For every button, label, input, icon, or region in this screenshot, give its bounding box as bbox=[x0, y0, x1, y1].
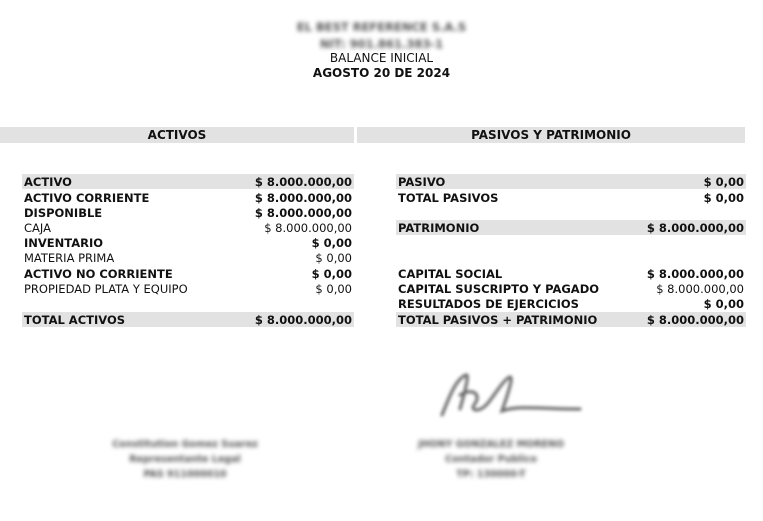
signatory-role: Representante Legal bbox=[129, 454, 241, 465]
document-date: AGOSTO 20 DE 2024 bbox=[312, 66, 451, 80]
signatory-id: TP: 130000-T bbox=[456, 469, 526, 480]
row-label: ACTIVO bbox=[24, 174, 72, 189]
row-label: PROPIEDAD PLATA Y EQUIPO bbox=[24, 281, 188, 296]
row-label: TOTAL ACTIVOS bbox=[24, 312, 126, 327]
asset-row-activo-corriente bbox=[22, 190, 354, 205]
company-name: EL BEST REFERENCE S.A.S bbox=[296, 20, 467, 34]
row-label: CAJA bbox=[24, 220, 51, 235]
asset-row-disponible bbox=[22, 205, 354, 220]
assets-section-title: ACTIVOS bbox=[147, 128, 207, 142]
document-title: BALANCE INICIAL bbox=[329, 51, 434, 65]
liabilities-section-title: PASIVOS Y PATRIMONIO bbox=[471, 128, 631, 142]
signatory-legal-rep bbox=[95, 437, 275, 482]
row-label: CAPITAL SUSCRIPTO Y PAGADO bbox=[398, 281, 600, 296]
assets-total-row bbox=[22, 312, 354, 327]
row-label: CAPITAL SOCIAL bbox=[398, 266, 503, 281]
asset-row-caja bbox=[22, 220, 354, 235]
asset-row-activo bbox=[22, 174, 354, 189]
assets-section-header bbox=[0, 127, 354, 143]
row-label: ACTIVO NO CORRIENTE bbox=[24, 266, 173, 281]
row-value: $ 0,00 bbox=[315, 250, 352, 265]
row-label: TOTAL PASIVOS + PATRIMONIO bbox=[398, 312, 598, 327]
row-value: $ 8.000.000,00 bbox=[646, 312, 744, 327]
liability-row-total-pasivos bbox=[396, 190, 746, 205]
row-value: $ 8.000.000,00 bbox=[656, 281, 744, 296]
signatory-name: Constitution Gomez Suarez bbox=[112, 439, 258, 450]
asset-row-materia-prima bbox=[22, 250, 354, 265]
asset-row-inventario bbox=[22, 235, 354, 250]
asset-row-propiedad bbox=[22, 281, 354, 296]
row-label: ACTIVO CORRIENTE bbox=[24, 190, 150, 205]
equity-row-capital-social bbox=[396, 266, 746, 281]
signatory-role: Contador Publico bbox=[445, 454, 537, 465]
row-value: $ 0,00 bbox=[315, 281, 352, 296]
row-value: $ 0,00 bbox=[703, 190, 744, 205]
row-value: $ 8.000.000,00 bbox=[254, 205, 352, 220]
liability-row-pasivo bbox=[396, 174, 746, 189]
row-value: $ 8.000.000,00 bbox=[646, 266, 744, 281]
signatory-id: PAS 911000010 bbox=[143, 469, 227, 480]
row-value: $ 8.000.000,00 bbox=[254, 174, 352, 189]
signature-image bbox=[430, 365, 590, 425]
equity-row-resultados bbox=[396, 296, 746, 311]
row-value: $ 0,00 bbox=[703, 296, 744, 311]
row-label: DISPONIBLE bbox=[24, 205, 103, 220]
row-label: TOTAL PASIVOS bbox=[398, 190, 499, 205]
row-value: $ 8.000.000,00 bbox=[646, 220, 744, 235]
signatory-accountant bbox=[398, 437, 584, 482]
row-value: $ 8.000.000,00 bbox=[254, 190, 352, 205]
row-label: PASIVO bbox=[398, 174, 446, 189]
row-label: MATERIA PRIMA bbox=[24, 250, 115, 265]
row-label: INVENTARIO bbox=[24, 235, 104, 250]
liabilities-section-header bbox=[357, 127, 745, 143]
row-value: $ 8.000.000,00 bbox=[254, 312, 352, 327]
row-value: $ 0,00 bbox=[311, 235, 352, 250]
row-value: $ 0,00 bbox=[703, 174, 744, 189]
asset-row-activo-no-corriente bbox=[22, 266, 354, 281]
equity-header-row bbox=[396, 220, 746, 235]
row-value: $ 8.000.000,00 bbox=[264, 220, 352, 235]
row-value: $ 0,00 bbox=[311, 266, 352, 281]
equity-row-capital-suscripto bbox=[396, 281, 746, 296]
grand-total-row bbox=[396, 312, 746, 327]
company-nit: NIT: 901.861.383-1 bbox=[319, 37, 444, 51]
row-label: RESULTADOS DE EJERCICIOS bbox=[398, 296, 579, 311]
signatory-name: JHONY GONZALEZ MORENO bbox=[418, 439, 564, 450]
row-label: PATRIMONIO bbox=[398, 220, 480, 235]
